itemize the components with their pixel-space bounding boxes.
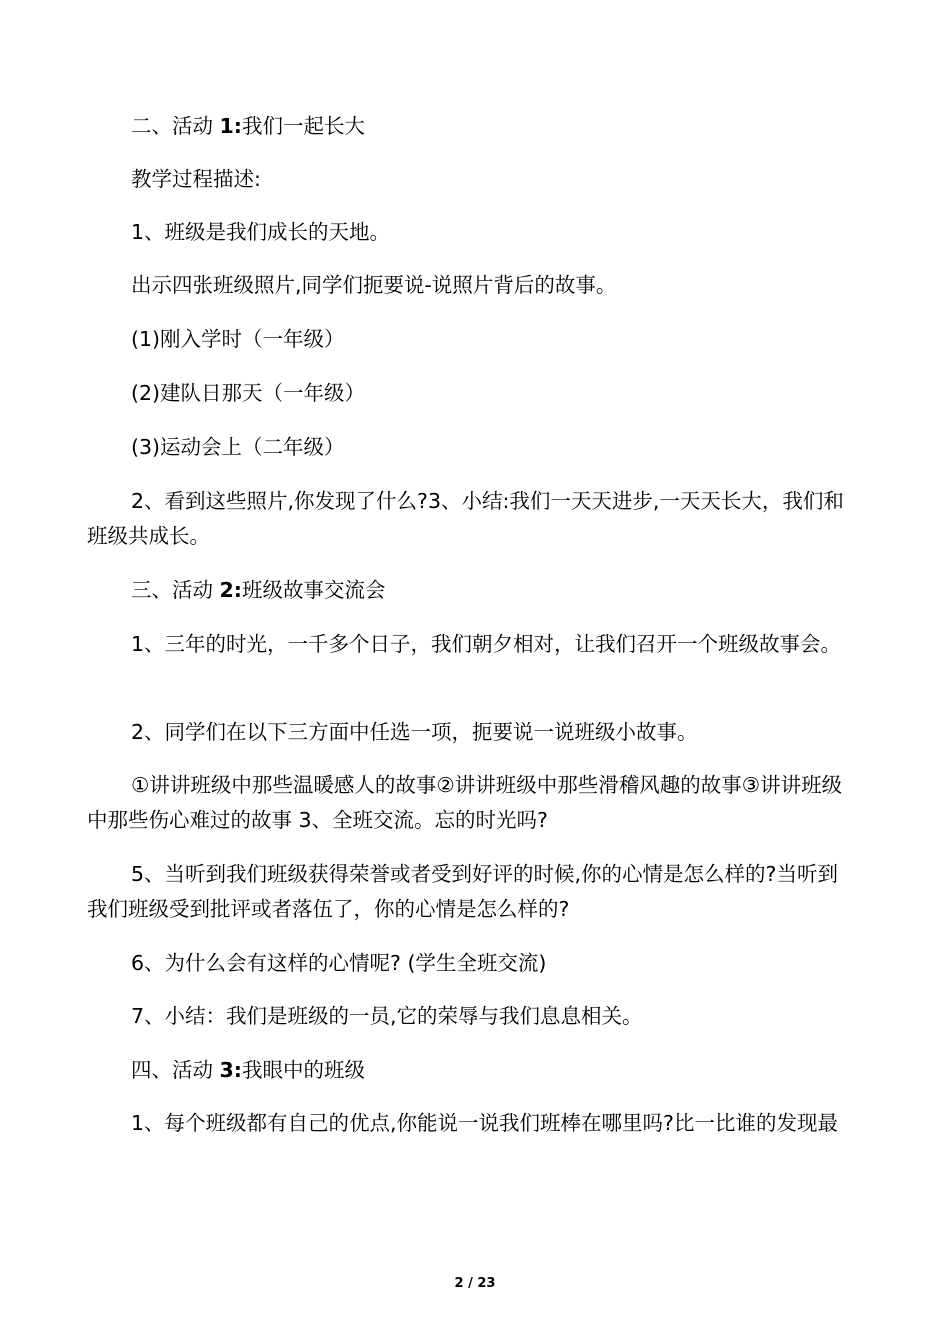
- paragraph: 出示四张班级照片,同学们扼要说-说照片背后的故事。: [131, 273, 617, 297]
- page-number: 2 / 23: [454, 1276, 496, 1291]
- paragraph: 1、每个班级都有自己的优点,你能说一说我们班棒在哪里吗?比一比谁的发现最: [131, 1111, 838, 1135]
- paragraph: 1、班级是我们成长的天地。: [131, 220, 391, 244]
- paragraph: 7、小结：我们是班级的一员,它的荣辱与我们息息相关。: [131, 1004, 643, 1028]
- paragraph: 教学过程描述:: [131, 167, 261, 191]
- heading-activity-1: 二、活动 1:我们一起长大: [131, 114, 365, 138]
- paragraph: (1)刚入学时（一年级）: [131, 327, 345, 351]
- heading-activity-3: 四、活动 3:我眼中的班级: [131, 1058, 365, 1082]
- paragraph: (2)建队日那天（一年级）: [131, 381, 366, 405]
- paragraph: 6、为什么会有这样的心情呢? (学生全班交流): [131, 951, 547, 975]
- paragraph: 1、三年的时光，一千多个日子，我们朝夕相对，让我们召开一个班级故事会。: [131, 632, 842, 656]
- paragraph: 2、同学们在以下三方面中任选一项，扼要说一说班级小故事。: [131, 720, 698, 744]
- paragraph: (3)运动会上（二年级）: [131, 435, 345, 459]
- paragraph: ①讲讲班级中那些温暖感人的故事②讲讲班级中那些滑稽风趣的故事③讲讲班级中那些伤心难过的故事 3、全班交流。忘的时光吗?: [87, 773, 843, 832]
- heading-activity-2: 三、活动 2:班级故事交流会: [131, 578, 386, 602]
- paragraph: 2、看到这些照片,你发现了什么?3、小结:我们一天天进步,一天天长大，我们和班级共成长。: [87, 489, 844, 548]
- paragraph: 5、当听到我们班级获得荣誉或者受到好评的时候,你的心情是怎么样的?当听到我们班级受到批评或者落伍了，你的心情是怎么样的?: [87, 862, 838, 921]
